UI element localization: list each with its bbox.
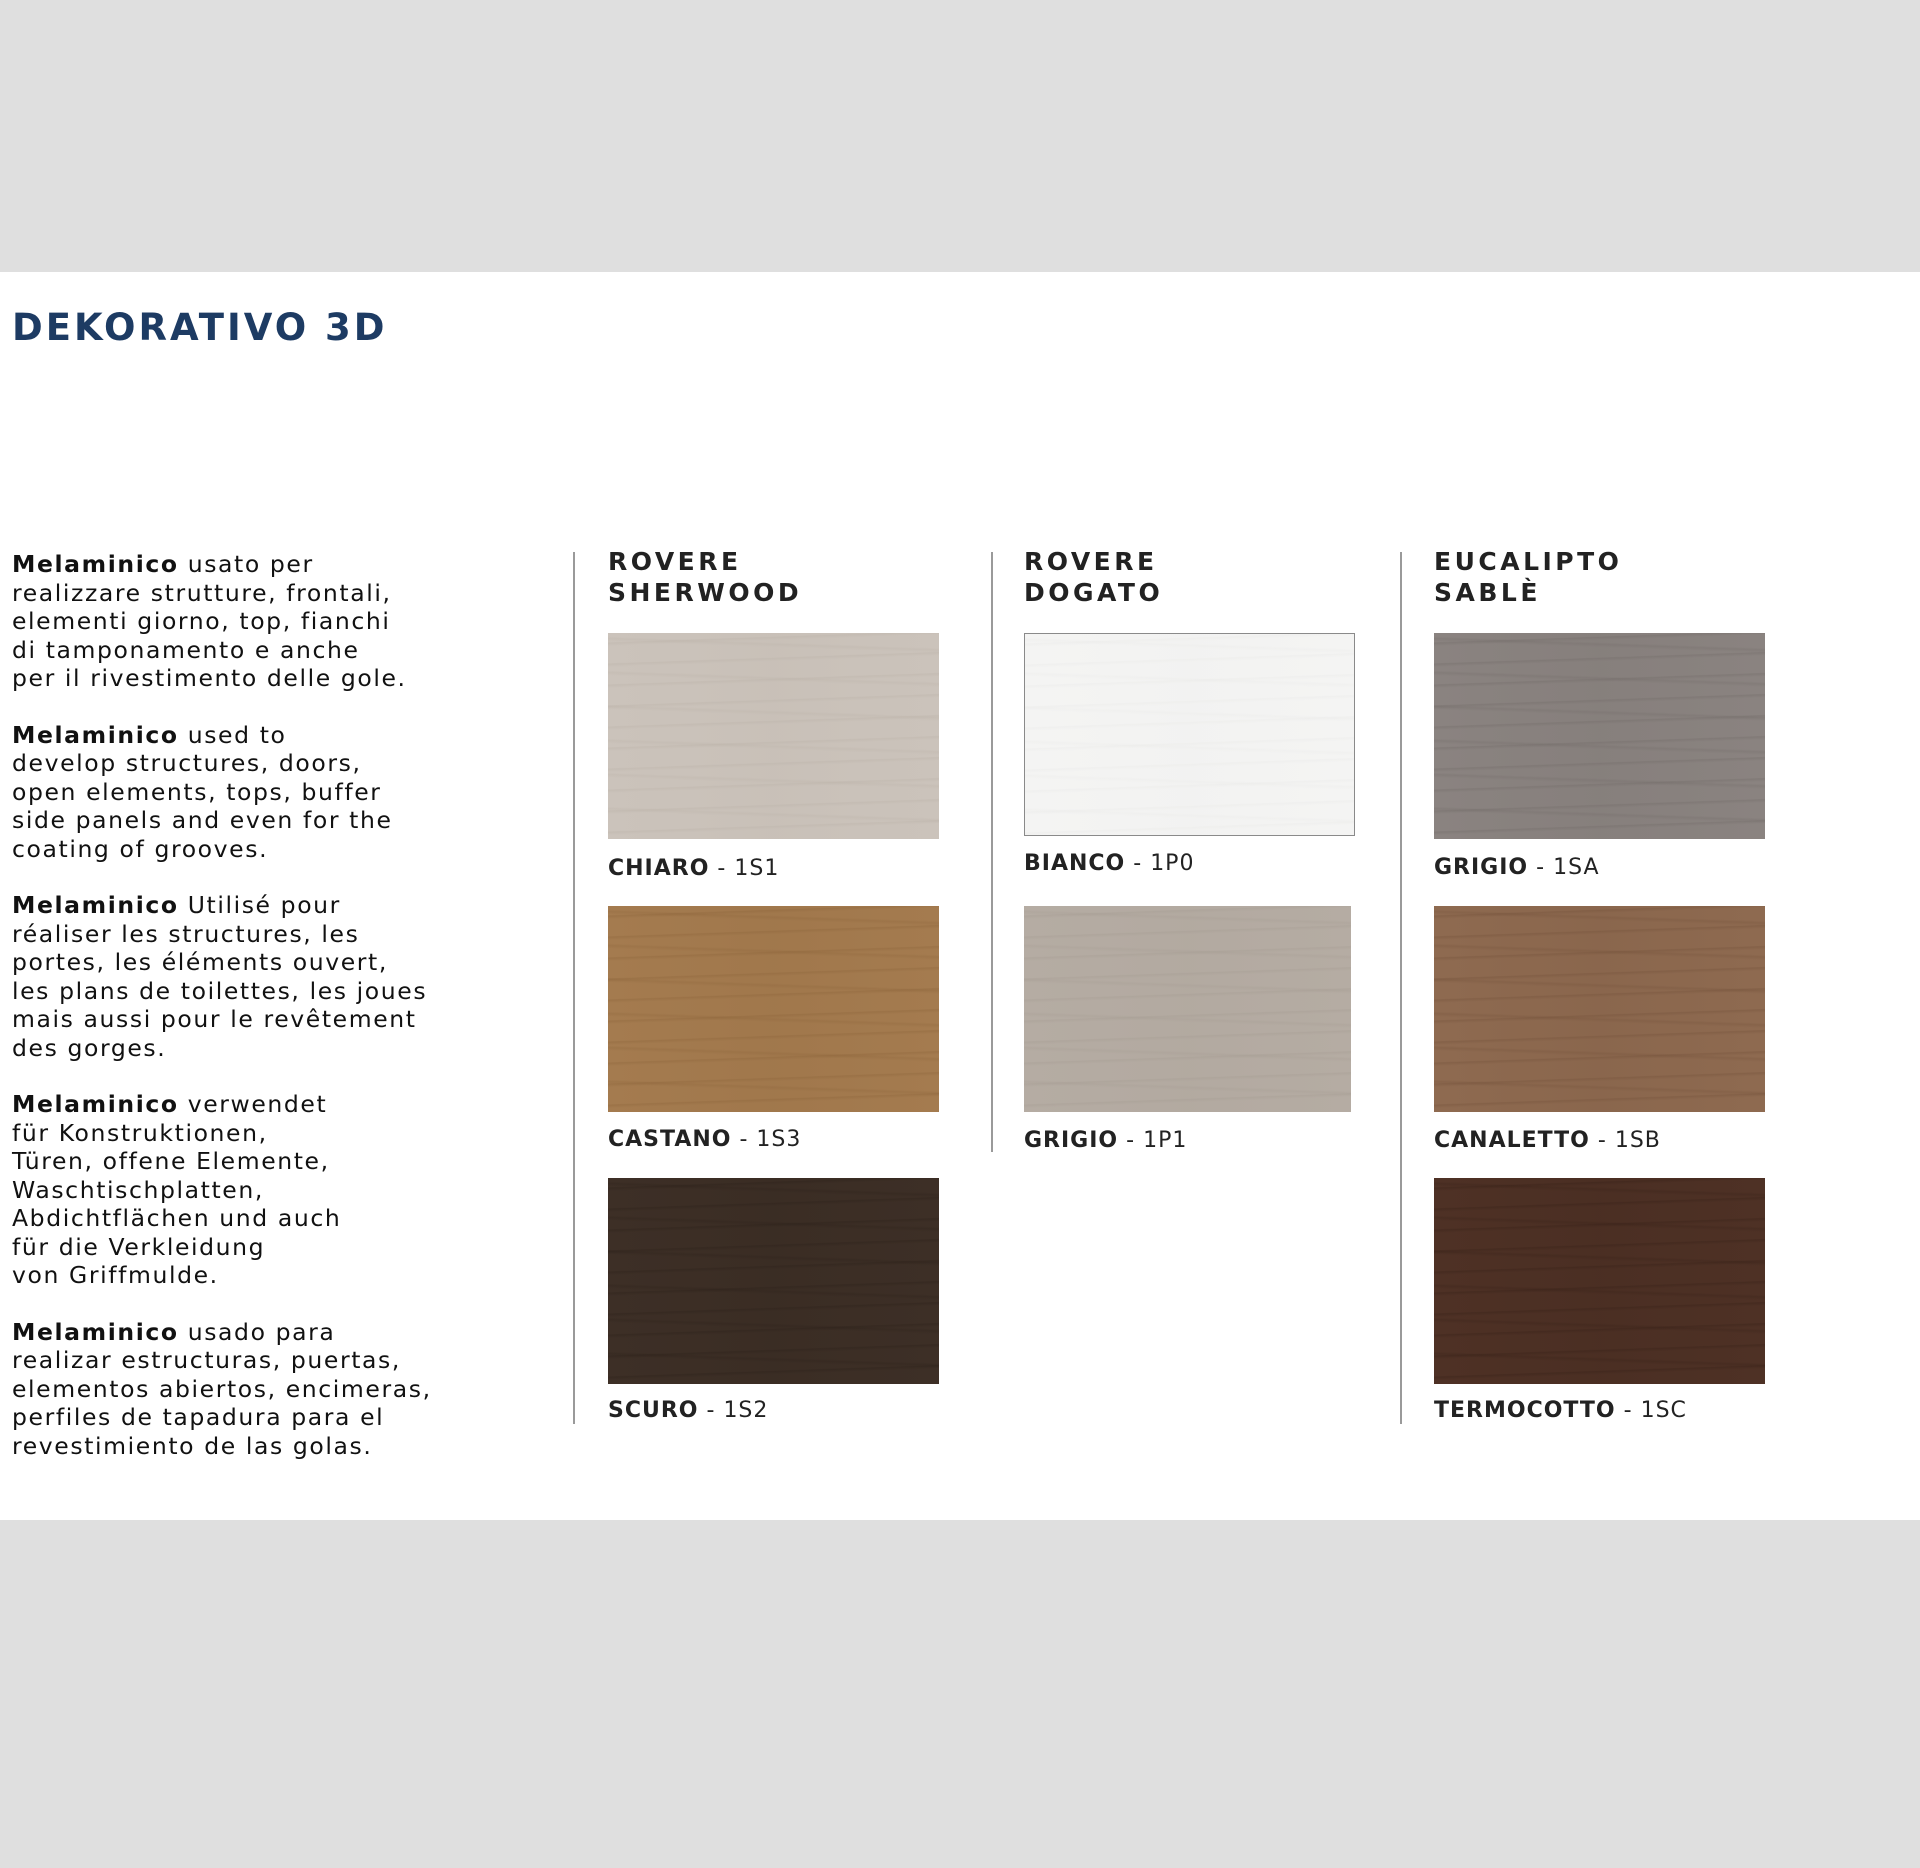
swatch-scuro[interactable] — [608, 1178, 939, 1384]
swatch-caption: BIANCO - 1P0 — [1024, 851, 1195, 876]
description-de: Melaminico verwendet für Konstruktionen, Türen, offene Elemente, Waschtischplatten, Abdichtflächen und auch für die Verkleidung von Griffmulde. — [12, 1090, 342, 1289]
swatch-caption: CASTANO - 1S3 — [608, 1127, 802, 1152]
swatch-caption: TERMOCOTTO - 1SC — [1434, 1398, 1687, 1423]
catalog-panel — [0, 272, 1920, 1520]
description-block — [12, 550, 572, 1488]
swatch-canaletto[interactable] — [1434, 906, 1765, 1112]
column-heading-eucalipto-sable: EUCALIPTO SABLÈ — [1434, 547, 1623, 607]
column-heading-rovere-dogato: ROVERE DOGATO — [1024, 547, 1164, 607]
description-en: Melaminico used to develop structures, doors, open elements, tops, buffer side panels and even for the coating of grooves. — [12, 720, 393, 863]
swatch-caption: GRIGIO - 1P1 — [1024, 1128, 1188, 1153]
swatch-grigio[interactable] — [1024, 906, 1351, 1112]
swatch-castano[interactable] — [608, 906, 939, 1112]
swatch-caption: CANALETTO - 1SB — [1434, 1128, 1661, 1153]
column-divider — [573, 552, 575, 1424]
swatch-caption: CHIARO - 1S1 — [608, 856, 780, 881]
column-divider — [1400, 552, 1402, 1424]
description-es: Melaminico usado para realizar estructuras, puertas, elementos abiertos, encimeras, perfiles de tapadura para el revestimiento de las golas. — [12, 1317, 432, 1460]
swatch-bianco[interactable] — [1024, 633, 1355, 836]
description-it: Melaminico usato per realizzare strutture, frontali, elementi giorno, top, fianchi di tamponamento e anche per il rivestimento delle gole. — [12, 550, 407, 692]
description-fr: Melaminico Utilisé pour réaliser les structures, les portes, les éléments ouvert, les plans de toilettes, les joues mais aussi pour le revêtement des gorges. — [12, 891, 428, 1062]
swatch-chiaro[interactable] — [608, 633, 939, 839]
swatch-caption: SCURO - 1S2 — [608, 1398, 769, 1423]
column-divider — [991, 552, 993, 1152]
swatch-termocotto[interactable] — [1434, 1178, 1765, 1384]
swatch-grigio-sa[interactable] — [1434, 633, 1765, 839]
page-title: DEKORATIVO 3D — [12, 306, 388, 349]
column-heading-rovere-sherwood: ROVERE SHERWOOD — [608, 547, 803, 607]
swatch-caption: GRIGIO - 1SA — [1434, 855, 1600, 880]
